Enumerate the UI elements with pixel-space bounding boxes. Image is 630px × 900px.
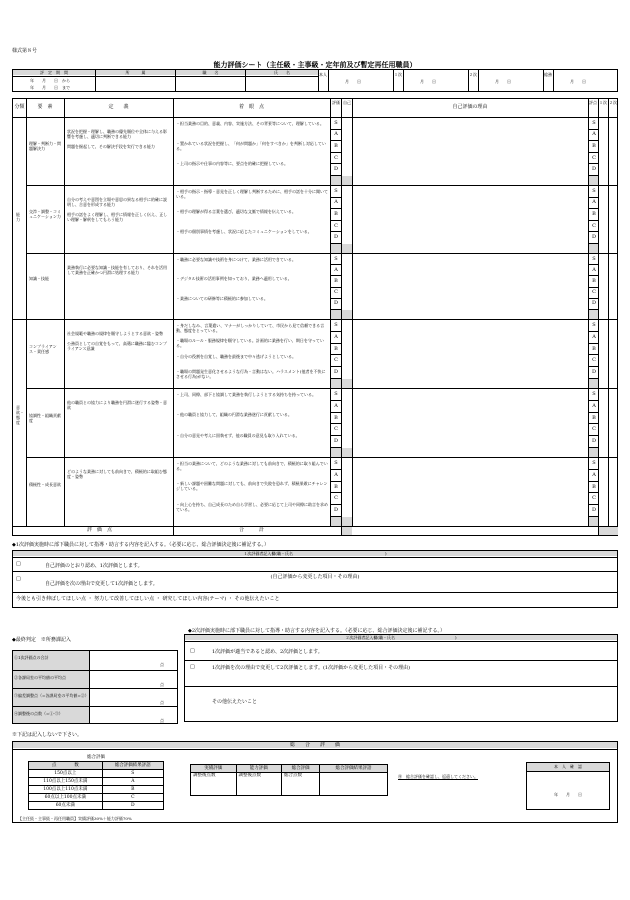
- row-self-cell: [342, 517, 352, 526]
- self-grade-a[interactable]: A: [334, 266, 338, 273]
- self-grade-s[interactable]: S: [334, 119, 338, 126]
- first-grade-s[interactable]: S: [592, 187, 596, 194]
- self-date[interactable]: 月 日: [345, 79, 361, 84]
- self-grade-b[interactable]: B: [334, 414, 338, 421]
- grade-a: A: [102, 778, 163, 786]
- row-self-cell: [342, 176, 352, 185]
- first-grade-c[interactable]: C: [592, 426, 596, 433]
- self-grade-c[interactable]: C: [334, 357, 338, 364]
- self-grade-a[interactable]: A: [334, 199, 338, 206]
- first-grade-b[interactable]: B: [592, 278, 596, 284]
- name-label: 氏 名: [246, 70, 318, 75]
- mid-h-performance: 実績評価: [191, 765, 237, 773]
- self-grade-a[interactable]: A: [334, 333, 338, 340]
- weight-footnote: 【主任級・主事級・再任用職員】実績評価30%＋能力評価70%: [18, 816, 132, 821]
- period-from[interactable]: 年 月 日 から: [30, 78, 70, 83]
- first-grade-d[interactable]: D: [591, 300, 596, 307]
- grade-b: B: [102, 786, 163, 794]
- row-self-cell: [342, 448, 352, 457]
- row-point: ・担当業務の目的、意義、内容、実施方法、その背景等について、理解している。: [176, 121, 324, 126]
- row-first-score-cell: [589, 310, 598, 319]
- row-definition: どのような業務に対しても前向きで、積極的に取組む態度・姿勢: [67, 469, 167, 479]
- row-self-cell: [342, 379, 352, 388]
- first-advice-label[interactable]: 今後とも引き伸ばしてほしい点 ・ 努力して改善してほしい点 ・ 研究してほしい内容(テーマ) ・ その他伝えたいこと: [16, 596, 280, 602]
- row-definition: 状況を把握・理解し、職務の優先順位や全体に与える影響を考慮し、適切に判断できる能力 問題を掘起して、その解決手段を実行できる能力: [67, 129, 167, 149]
- col-first: １次: [599, 100, 607, 105]
- judge-label: ①1次評価点の合計: [14, 655, 49, 660]
- mid-v-result[interactable]: [320, 773, 388, 796]
- row-definition: 社会規範や職務の規律を順守しようとする意欲・姿勢 公務員としての自覚をもって、高邁に職務に臨むコンプライアンス意識: [67, 331, 167, 351]
- row-item: コンプライアンス・責任感: [29, 343, 57, 354]
- row-point: ・職務に必要な知識や技術を身につけて、業務に活用できている。: [176, 257, 296, 262]
- total-sum-label: 合 計: [238, 527, 264, 533]
- first-grade-a[interactable]: A: [592, 333, 596, 340]
- first-grade-s[interactable]: S: [592, 390, 596, 397]
- judge-unit[interactable]: 点: [160, 682, 164, 687]
- grade-d: D: [102, 802, 163, 810]
- first-grade-c[interactable]: C: [592, 495, 596, 502]
- row-definition: 自分の考えや意図を立場や意思の異なる相手に的確に説明し、合意を形成する能力 相手の話をよく理解し、相手に情報を正しく伝え、正しい理解・解釈をしてもらう能力: [67, 197, 168, 222]
- row-definition: 業務執行に必要な知識・技能を有しており、それを活用して業務を正確かつ円滑に処理する能力: [67, 265, 167, 275]
- col-reason: 自己評価の理由: [452, 104, 488, 110]
- final-date[interactable]: 月 日: [570, 79, 586, 84]
- score-range-d: 60点未満: [29, 802, 103, 810]
- first-eval-signer[interactable]: １次評価者記入欄(職・氏名 ): [13, 551, 617, 556]
- row-point: ・上司の指示や仕事の内容等に、要点を的確に把握している。: [176, 161, 288, 166]
- first-opt1-label: 自己評価のとおり認め、1次評価とします。: [45, 563, 143, 569]
- row-point: ・置かれている状況を把握し、「何が問題か」「何をすべきか」を判断し対応している。: [176, 141, 326, 151]
- row-item: 協調性・組織貢献度: [29, 412, 61, 423]
- row-point: ・自分の役割を自覚し、職務を最後まで中々逃げようとしている。: [176, 353, 296, 359]
- row-point: ・向上心を持ち、自己成長のため自ら学習し、必要に応じて上司や同僚に助言を求めている。: [176, 501, 328, 512]
- row-first-score-cell: [589, 517, 598, 526]
- self-grade-c[interactable]: C: [334, 426, 338, 433]
- judge-label: ②各課局室の平均値の平均点: [14, 675, 66, 680]
- self-grade-d[interactable]: D: [333, 438, 338, 445]
- mid-v-performance[interactable]: 調整後点数: [191, 773, 237, 796]
- row-point: ・他の職員と協力して、組織の円滑な業務遂行に貢献している。: [176, 412, 292, 418]
- first-grade-d[interactable]: D: [591, 438, 596, 445]
- col-score: 評点: [589, 100, 597, 105]
- first-opt1-check[interactable]: □: [16, 561, 21, 567]
- confirm-text: ㊞ 総合評価を確認し、返還してください。: [398, 774, 478, 779]
- overall-title: 総 合 評 価: [13, 742, 617, 748]
- self-date-label: 本人: [319, 72, 327, 77]
- row-definition: 他の職員との協力により職務を円滑に遂行する姿勢・意欲: [67, 400, 167, 410]
- first-grade-b[interactable]: B: [592, 143, 596, 149]
- second-date[interactable]: 月 日: [495, 79, 511, 84]
- row-point: ・自分の意見や考えに固執せず、他の職員の意見も取り入れている。: [176, 432, 300, 438]
- row-self-cell: [342, 244, 352, 253]
- self-grade-s[interactable]: S: [334, 321, 338, 328]
- form-number: 様式第８号: [12, 48, 38, 54]
- final-judge-heading: ◆最終判定 ※所務課記入: [12, 637, 71, 643]
- row-point: ・職場の問題発生意化させるような行為・言動はない。ハラスメント(他者を不快にさせる行為)がない。: [176, 368, 326, 379]
- second-eval-box: [184, 634, 618, 722]
- score-range-s: 150点以上: [29, 770, 103, 778]
- mid-h-result: 総合評価結果評語: [320, 765, 388, 773]
- period-label: 評 定 期 間: [13, 70, 95, 75]
- first-grade-b[interactable]: B: [592, 414, 596, 421]
- self-grade-b[interactable]: B: [334, 211, 338, 217]
- row-score-cell: [331, 448, 341, 457]
- total-self-cell: [342, 527, 352, 535]
- self-grade-c[interactable]: C: [334, 495, 338, 502]
- page-title: 能力評価シート（主任級・主事級・定年前及び暫定再任用職員）: [213, 60, 417, 69]
- self-grade-d[interactable]: D: [333, 369, 338, 376]
- judge-unit[interactable]: 点: [160, 718, 164, 723]
- first-grade-c[interactable]: C: [592, 357, 596, 364]
- first-date[interactable]: 月 日: [420, 79, 436, 84]
- judge-label: ④調整後の点数（=①-③）: [14, 711, 63, 716]
- self-grade-s[interactable]: S: [334, 390, 338, 397]
- row-first-score-cell: [589, 176, 598, 185]
- self-confirm-title: 本 人 確 認: [527, 763, 609, 771]
- col-second: ２次: [609, 100, 617, 105]
- self-grade-d[interactable]: D: [333, 507, 338, 514]
- grade-s: S: [102, 770, 163, 778]
- mid-h-ability: 能力評価: [236, 765, 282, 773]
- score-range-c: 60点以上100点未満: [29, 794, 103, 802]
- second-eval-heading: ◆2次評価実施時に部下職員に対して指導・助言する内容を記入する。（必要に応じ、総合評価決定後に補記する。）: [188, 628, 446, 634]
- row-first-score-cell: [589, 448, 598, 457]
- second-opt1-check[interactable]: □: [190, 648, 195, 654]
- first-opt2-note: (自己評価から変更した項目・その理由): [270, 574, 360, 580]
- judge-unit[interactable]: 点: [160, 700, 164, 705]
- score-col-result: 総合評価結果評語: [102, 762, 163, 770]
- total-first-cell: [599, 527, 618, 535]
- second-other-label[interactable]: その他伝えたいこと: [212, 699, 258, 705]
- group-attitude: 意欲・態度: [16, 405, 24, 425]
- first-grade-c[interactable]: C: [592, 154, 596, 161]
- row-first-score-cell: [589, 379, 598, 388]
- row-score-cell: [331, 379, 341, 388]
- second-opt2-label: 1次評価を次の理由で変更して2次評価とします。(1次評価から変更した項目・その理由): [212, 665, 411, 671]
- note-text: ※下記は記入しないで下さい。: [12, 732, 83, 738]
- row-point: ・業務についての研修等に積極的に参加している。: [176, 295, 268, 301]
- self-grade-c[interactable]: C: [334, 289, 338, 296]
- second-opt1-label: 1次評価が適当であると認め、2次評価とします。: [212, 649, 323, 655]
- score-range-b: 100点以上110点未満: [29, 786, 103, 794]
- col-points: 着 眼 点: [238, 104, 264, 110]
- first-grade-s[interactable]: S: [592, 255, 596, 262]
- self-grade-a[interactable]: A: [334, 131, 338, 138]
- first-grade-d[interactable]: D: [591, 369, 596, 376]
- row-item: 交渉・調整・コミュニケーション力: [29, 209, 61, 219]
- score-range-a: 110点以上150点未満: [29, 778, 103, 786]
- grade-c: C: [102, 794, 163, 802]
- self-grade-d[interactable]: D: [333, 300, 338, 307]
- row-point: ・デジタル技術の活用事例を知っており、業務へ適用している。: [176, 276, 292, 282]
- period-to[interactable]: 年 月 日 まで: [30, 85, 70, 90]
- judge-unit[interactable]: 点: [160, 662, 164, 667]
- second-date-label: ２次: [469, 72, 477, 77]
- first-grade-d[interactable]: D: [591, 507, 596, 514]
- total-label: 評 価 点: [86, 527, 112, 533]
- self-grade-c[interactable]: C: [334, 222, 338, 229]
- col-self: 自己: [343, 100, 351, 105]
- self-grade-s[interactable]: S: [334, 187, 338, 194]
- self-confirm-date[interactable]: 年 月 日: [554, 792, 582, 797]
- final-date-label: 総務: [544, 72, 552, 77]
- row-item: 知識・技能: [29, 276, 49, 281]
- first-date-label: １次: [394, 72, 402, 77]
- self-grade-b[interactable]: B: [334, 143, 338, 149]
- first-grade-s[interactable]: S: [592, 321, 596, 328]
- self-grade-b[interactable]: B: [334, 278, 338, 284]
- self-grade-b[interactable]: B: [334, 345, 338, 352]
- score-col-points: 点 数: [29, 762, 103, 770]
- self-grade-b[interactable]: B: [334, 483, 338, 490]
- first-grade-s[interactable]: S: [592, 459, 596, 466]
- first-grade-d[interactable]: D: [591, 234, 596, 241]
- self-grade-a[interactable]: A: [334, 471, 338, 478]
- row-score-cell: [331, 310, 341, 319]
- first-grade-a[interactable]: A: [592, 402, 596, 409]
- second-eval-signer[interactable]: ２次評価者記入欄(職・氏名 ): [185, 635, 617, 640]
- first-grade-b[interactable]: B: [592, 483, 596, 490]
- first-grade-c[interactable]: C: [592, 222, 596, 229]
- self-grade-s[interactable]: S: [334, 255, 338, 262]
- first-grade-b[interactable]: B: [592, 211, 596, 217]
- row-point: ・相手の指示・指導・意見を正しく理解し判断するために、相手の話を十分に聞いている。: [176, 189, 328, 199]
- row-first-score-cell: [589, 244, 598, 253]
- first-grade-a[interactable]: A: [592, 199, 596, 206]
- position-label: 職 名: [176, 70, 245, 75]
- col-category: 分類: [14, 104, 25, 110]
- mid-h-total: 総合評価: [282, 765, 320, 773]
- row-point: ・相手の個別事情を考慮し、状況に応じたコミュニケーションをしている。: [176, 229, 312, 234]
- judge-label: ③偏差調整点（=各課局室の平均値=②）: [14, 693, 89, 698]
- first-opt2-label: 自己評価を次の理由で変更して1次評価とします。: [45, 581, 158, 587]
- first-grade-a[interactable]: A: [592, 266, 596, 273]
- second-opt2-check[interactable]: □: [190, 664, 195, 670]
- self-grade-a[interactable]: A: [334, 402, 338, 409]
- mid-v-ability[interactable]: 調整後点数: [236, 773, 282, 796]
- mid-v-total[interactable]: 総合点数: [282, 773, 320, 796]
- first-grade-a[interactable]: A: [592, 131, 596, 138]
- overall-mid-table: [190, 764, 388, 796]
- row-self-cell: [342, 310, 352, 319]
- row-score-cell: [331, 176, 341, 185]
- col-item: 要 素: [37, 104, 53, 110]
- group-ability: 能力: [16, 212, 20, 222]
- first-grade-b[interactable]: B: [592, 345, 596, 352]
- first-grade-a[interactable]: A: [592, 471, 596, 478]
- dept-label: 所 属: [96, 70, 175, 75]
- row-point: ・上司、同僚、部下と協調して業務を執行しようとする気持ちを持っている。: [176, 392, 316, 397]
- col-eval: 評価: [332, 100, 340, 105]
- row-point: ・新しい課題や困難な問題に対しても、前向きで失敗を恐れず、積極果敢にチャレンジしている。: [176, 481, 328, 492]
- score-table-title: 総合評価: [87, 755, 105, 760]
- col-definition: 定 義: [108, 104, 129, 110]
- score-grade-table: [28, 754, 164, 810]
- self-grade-c[interactable]: C: [334, 154, 338, 161]
- first-grade-c[interactable]: C: [592, 289, 596, 296]
- first-grade-s[interactable]: S: [592, 119, 596, 126]
- row-score-cell: [331, 244, 341, 253]
- first-grade-d[interactable]: D: [591, 166, 596, 173]
- first-opt2-check[interactable]: □: [16, 576, 21, 582]
- row-point: ・身だしなみ、言葉遣い、マナーがしっかりしていて、市民から見て信頼できる言動、態度をとっている。: [176, 323, 325, 333]
- row-point: ・職場のルール・服務規律を順守している。計画的に業務を行い、期日を守っている。: [176, 338, 324, 349]
- row-score-cell: [331, 517, 341, 526]
- self-grade-d[interactable]: D: [333, 166, 338, 173]
- row-point: ・相手の理解が得る言葉を選び、適切な文脈で情報を伝えている。: [176, 209, 296, 214]
- self-grade-d[interactable]: D: [333, 234, 338, 241]
- row-point: ・担当の業務について、どのような業務に対しても前向きで、積極的に取り組んでいる。: [176, 461, 328, 471]
- row-item: 積極性・成長意欲: [29, 481, 61, 487]
- first-eval-heading: ◆1次評価実施時に部下職員に対して指導・助言する内容を記入する。（必要に応じ、総合評価決定後に補記する。）: [12, 542, 270, 548]
- row-item: 理解・判断力・問題解決力: [29, 141, 61, 151]
- self-grade-s[interactable]: S: [334, 459, 338, 466]
